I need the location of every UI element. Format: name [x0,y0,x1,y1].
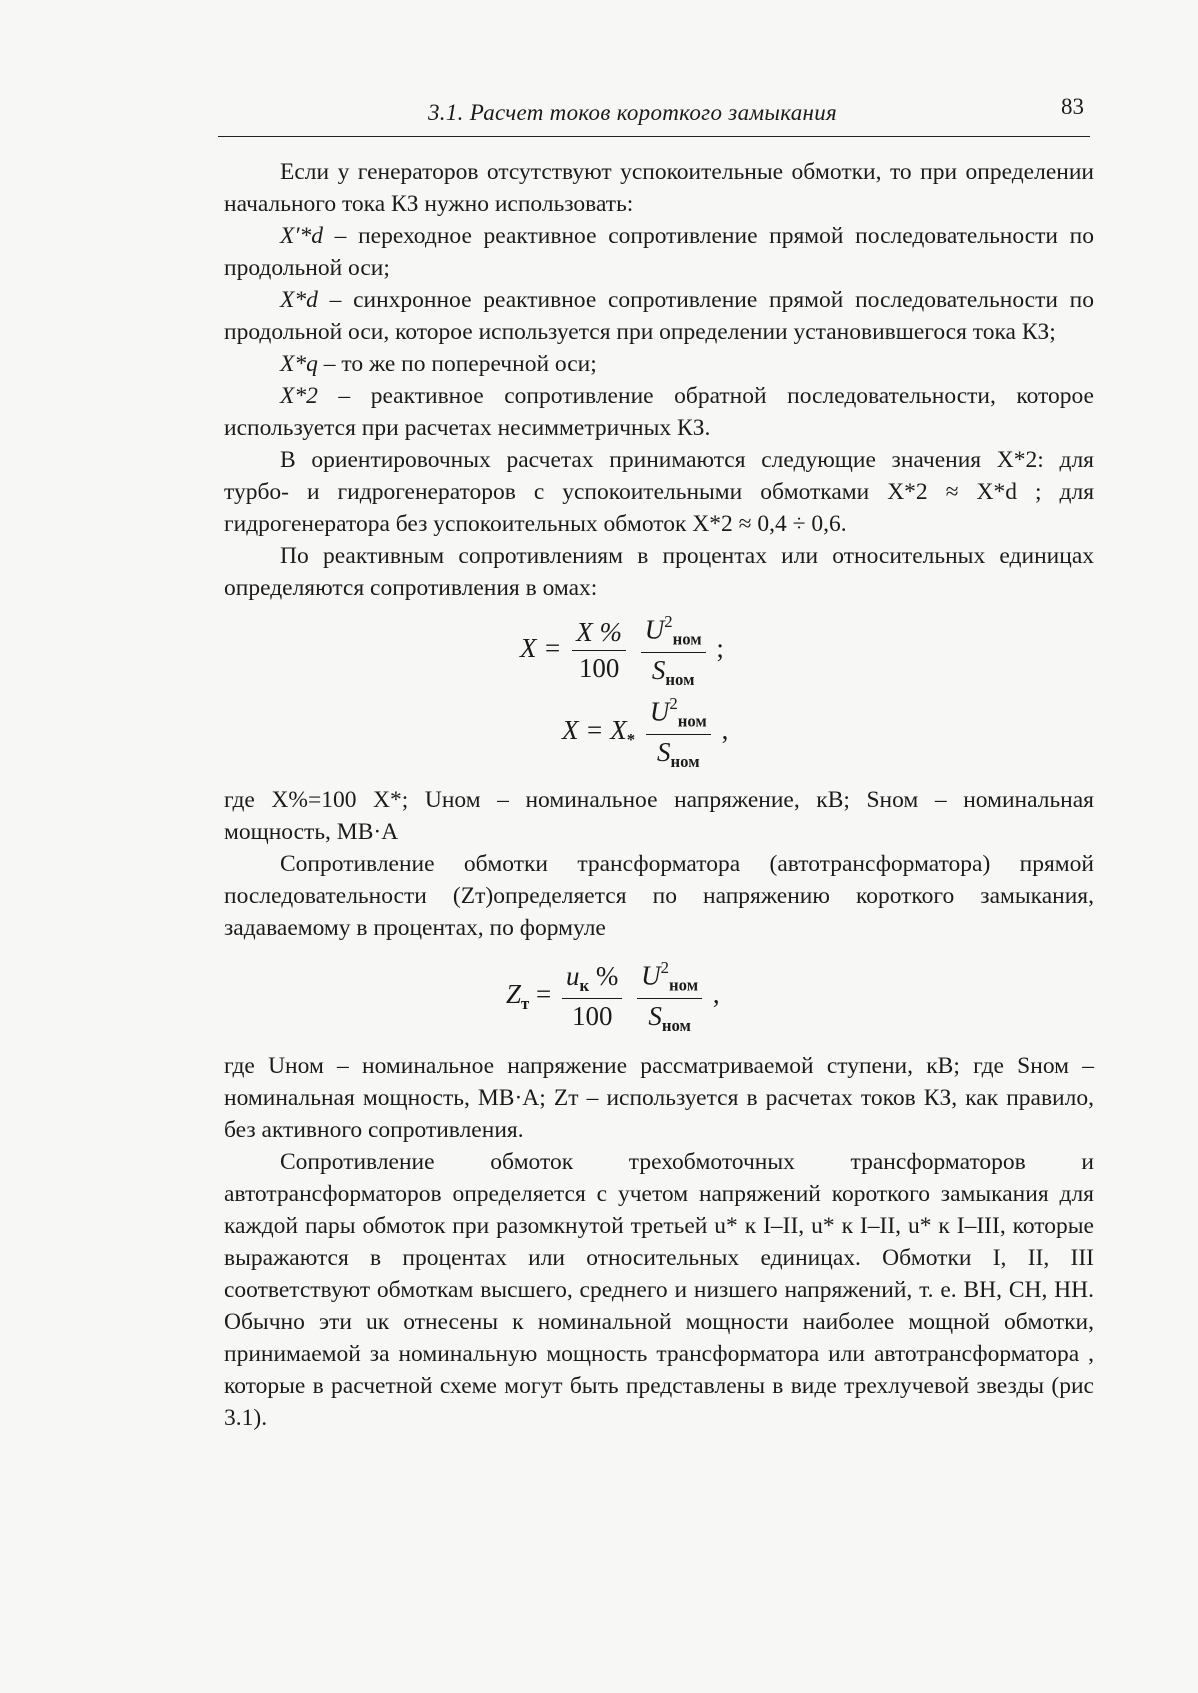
paragraph-intro: Если у генераторов отсутствуют успокоительные обмотки, то при определении начального тока КЗ нужно использовать: [224,159,1094,217]
formula-1-num2 [641,612,706,653]
formula-3-percent: % [589,961,619,992]
formula-3-den2 [637,999,702,1036]
formula-2-num [646,694,711,735]
formula-3-tail: , [712,978,720,1009]
definition-quadrature-text: – то же по поперечной оси; [317,351,597,377]
definition-transient [224,220,1094,284]
definition-transient-text: – переходное реактивное сопротивление прямой последовательности по продольной оси; [224,223,1094,281]
formula-3-u-k-sub: к [579,976,590,996]
page-number: 83 [1061,94,1084,119]
formula-2-u-sup: 2 [669,694,678,713]
paragraph-ohms: По реактивным сопротивлениям в процентах или относительных единицах определяются сопротивления в омах: [224,543,1094,601]
formula-1-tail: ; [716,632,724,663]
formula-1-lhs: X = [520,632,562,663]
formula-1-s: S [651,654,666,685]
formula-2-lhs: X = X [562,714,627,745]
definition-synchronous [224,284,1094,348]
symbol-x-transient: X′*d [280,223,323,249]
symbol-x-q: X*q [280,351,318,377]
formula-3-z-sub: т [521,993,530,1013]
definition-quadrature [224,348,1094,380]
formula-2-s: S [657,736,671,767]
formula-1-u-sub: ном [672,629,702,649]
running-header [218,92,1090,137]
formula-2-u: U [649,696,670,727]
paragraph-estimates: В ориентировочных расчетах принимаются следующие значения X*2: для турбо- и гидрогенераторов с успокоительными обмотками X*2 ≈ X*d ; для гидрогенератора без успокоительных обмоток X*2 ≈ 0,4 ÷ 0,6. [224,447,1094,537]
formula-3-u-k: u [566,961,580,992]
formula-3-fraction-1 [562,961,622,1032]
formula-3-z: Z [506,978,522,1009]
formula-2-den [646,735,711,772]
formula-3-u: U [641,960,661,991]
formula-2-tail: , [721,714,729,745]
definition-negative [224,380,1094,444]
formula-2-fraction [646,694,711,771]
formula-1-num1: X % [572,617,626,651]
text-block-3 [224,1050,1094,1434]
text-block-2 [224,784,1094,944]
formula-1-den2 [641,653,706,690]
formula-3-num1 [562,961,622,999]
formula-3-fraction-2 [637,958,702,1035]
definition-synchronous-text: – синхронное реактивное сопротивление прямой последовательности по продольной оси, которое используется при определении установившегося тока КЗ; [224,287,1094,345]
formula-3-num2 [637,958,702,999]
formula-3-u-sub: ном [669,975,699,995]
paragraph-transformer: Сопротивление обмотки трансформатора (автотрансформатора) прямой последовательности (Zт)определяется по напряжению короткого замыкания, задаваемому в процентах, по формуле [224,851,1094,941]
running-title: 3.1. Расчет токов короткого замыкания [428,100,838,125]
formula-1-fraction-2 [641,612,706,689]
paragraph-where-1: где X%=100 X*; Uном – номинальное напряжение, кВ; Sном – номинальная мощность, МВ·А [224,787,1094,845]
text-block-1 [224,156,1094,604]
formula-1-s-sub: ном [665,669,695,689]
formula-x-relative [0,694,1198,771]
formula-3-u-sup: 2 [660,958,670,977]
definition-negative-text: – реактивное сопротивление обратной последовательности, которое используется при расчетах несимметричных КЗ. [224,383,1094,441]
formula-1-den1: 100 [578,653,620,684]
formula-1-u: U [644,614,665,645]
formula-x-percent [0,612,1198,689]
symbol-x-d: X*d [280,287,318,313]
symbol-x-2: X*2 [280,383,318,409]
formula-2-lhs-sub: * [626,729,636,749]
formula-2-s-sub: ном [670,751,700,771]
formula-3-eq: = [536,978,552,1009]
formula-2-u-sub: ном [677,711,707,731]
paragraph-where-2: где Uном – номинальное напряжение рассматриваемой ступени, кВ; где Sном – номинальная мощность, МВ·А; Zт – используется в расчетах токов КЗ, как правило, без активного сопротивления. [224,1053,1094,1143]
formula-3-s: S [648,1000,662,1031]
formula-3-den1: 100 [571,1001,613,1032]
formula-3-s-sub: ном [661,1015,691,1035]
paragraph-three-winding: Сопротивление обмоток трехобмоточных трансформаторов и автотрансформаторов определяется с учетом напряжений короткого замыкания для каждой пары обмоток при разомкнутой третьей u* к I–II, u* к I–II, u* к I–III, которые выражаются в процентах или относительных единицах. Обмотки I, II, III соответствуют обмоткам высшего, среднего и низшего напряжений, т. е. ВН, СН, НН. Обычно эти uк отнесены к номинальной мощности наиболее мощной обмотки, принимаемой за номинальную мощность трансформатора или автотрансформатора , которые в расчетной схеме могут быть представлены в виде трехлучевой звезды (рис 3.1). [224,1149,1094,1431]
formula-1-u-sup: 2 [664,612,673,631]
formula-1-fraction-1 [572,617,626,684]
formula-z-transformer [0,958,1198,1035]
